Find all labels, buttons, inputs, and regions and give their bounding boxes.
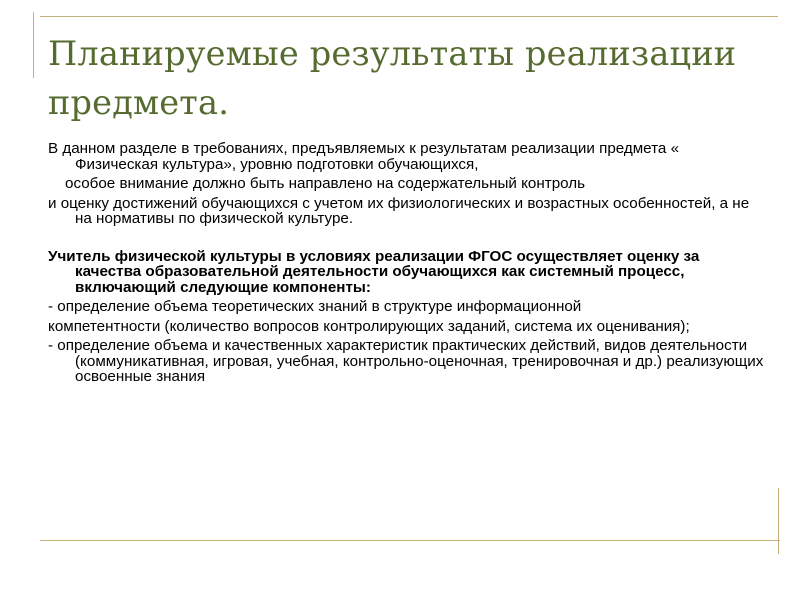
paragraph-teacher: Учитель физической культуры в условиях реализации ФГОС осуществляет оценку за качества образовательной деятельности обучающихся как системный процесс, включающий следующие компоненты: (48, 247, 700, 296)
paragraph-practice-item: - определение объема и качественных характеристик практических действий, видов деятельности (коммуникативная, игровая, учебная, контрольно-оценочная, тренировочная и др.) реализующих освоенные знания (48, 337, 764, 385)
frame-right-line (778, 488, 779, 554)
paragraph-theory-item: - определение объема теоретических знаний в структуре информационной (48, 298, 582, 315)
frame-left-line (33, 12, 34, 78)
paragraph-assessment: и оценку достижений обучающихся с учетом их физиологических и возрастных особенностей, а не на нормативы по физической культуре. (48, 194, 750, 227)
paragraph-attention: особое внимание должно быть направлено на содержательный контроль (65, 175, 586, 192)
paragraph-competence: компетентности (количество вопросов контролирующих заданий, система их оценивания); (48, 317, 690, 335)
slide-title: Планируемые результаты реализации предмета. (48, 34, 737, 122)
frame-top-line (40, 16, 778, 17)
paragraph-intro: В данном разделе в требованиях, предъявляемых к результатам реализации предмета « Физическая культура», уровню подготовки обучающихся, (48, 140, 680, 173)
frame-bottom-line (40, 540, 780, 541)
slide-body (48, 141, 764, 385)
